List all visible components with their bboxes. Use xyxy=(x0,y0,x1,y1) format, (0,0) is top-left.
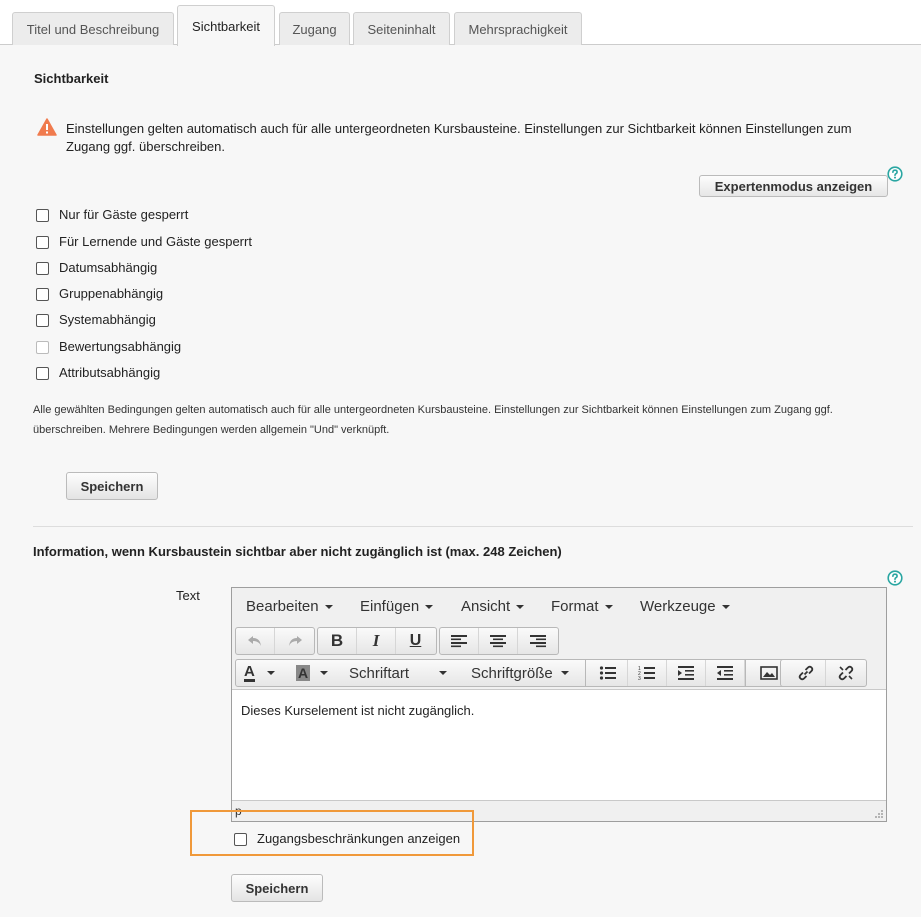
bold-icon[interactable]: B xyxy=(318,628,357,654)
info-save-button[interactable]: Speichern xyxy=(231,874,323,902)
condition-checkbox-group[interactable] xyxy=(36,288,49,301)
menu-format[interactable]: Format xyxy=(551,598,613,615)
warning-message xyxy=(66,120,896,156)
condition-label-attribute: Attributsabhängig xyxy=(59,365,161,380)
background-color-icon: A xyxy=(298,665,309,681)
condition-checkbox-attribute[interactable] xyxy=(36,367,49,380)
help-icon[interactable] xyxy=(887,570,903,586)
tab-title-description[interactable]: Titel und Beschreibung xyxy=(12,12,174,45)
menu-tools[interactable]: Werkzeuge xyxy=(640,598,730,615)
condition-label-assessment: Bewertungsabhängig xyxy=(59,339,182,354)
conditions-note-line-2: überschreiben. Mehrere Bedingungen werden allgemein "Und" verknüpft. xyxy=(33,424,390,436)
tab-page-content[interactable]: Seiteninhalt xyxy=(353,12,450,45)
link-icon[interactable] xyxy=(787,660,826,686)
editor-toolbar-row-2 xyxy=(232,657,886,689)
text-color-button[interactable] xyxy=(244,660,288,686)
tab-multilingual[interactable]: Mehrsprachigkeit xyxy=(454,12,582,45)
align-center-icon[interactable] xyxy=(479,628,518,654)
text-color-icon: A xyxy=(244,662,255,680)
visibility-save-button[interactable]: Speichern xyxy=(66,472,158,500)
editor-menubar xyxy=(232,588,886,625)
outdent-icon[interactable] xyxy=(706,660,745,686)
chevron-down-icon xyxy=(320,671,328,675)
element-path: p xyxy=(235,804,242,818)
link-group xyxy=(780,659,867,687)
unlink-icon[interactable] xyxy=(826,660,865,686)
svg-text:1: 1 xyxy=(638,666,641,672)
warning-line-2: Zugang ggf. überschreiben. xyxy=(66,139,225,154)
background-color-button[interactable] xyxy=(296,660,340,686)
font-size-select[interactable]: Schriftgröße xyxy=(471,660,581,686)
condition-label-learners-guests-blocked: Für Lernende und Gäste gesperrt xyxy=(59,234,252,249)
condition-label-guests-blocked: Nur für Gäste gesperrt xyxy=(59,207,189,222)
conditions-note xyxy=(33,400,903,440)
help-icon[interactable] xyxy=(887,166,903,182)
section-divider xyxy=(33,526,913,527)
chevron-down-icon xyxy=(561,671,569,675)
bullet-list-icon[interactable] xyxy=(589,660,628,686)
conditions-note-line-1: Alle gewählten Bedingungen gelten automatisch auch für alle untergeordneten Kursbausteine. Einstellungen zur Sichtbarkeit können Einstellungen zum Zugang ggf. xyxy=(33,404,833,416)
info-section-title: Information, wenn Kursbaustein sichtbar aber nicht zugänglich ist (max. 248 Zeichen) xyxy=(33,544,562,559)
menu-edit[interactable]: Bearbeiten xyxy=(246,598,333,615)
numbered-list-icon[interactable] xyxy=(628,660,667,686)
warning-icon xyxy=(37,118,57,136)
text-style-group xyxy=(317,627,437,655)
align-right-icon[interactable] xyxy=(518,628,557,654)
condition-checkbox-system[interactable] xyxy=(36,314,49,327)
tab-bar xyxy=(0,0,921,45)
menu-insert[interactable]: Einfügen xyxy=(360,598,433,615)
history-group xyxy=(235,627,315,655)
underline-icon[interactable]: U xyxy=(409,632,422,649)
font-group xyxy=(235,659,815,687)
condition-checkbox-assessment xyxy=(36,341,49,354)
redo-icon[interactable] xyxy=(275,628,314,654)
show-restrictions-label: Zugangsbeschränkungen anzeigen xyxy=(257,831,461,846)
font-family-select[interactable]: Schriftart xyxy=(349,660,457,686)
italic-icon[interactable]: I xyxy=(357,628,396,654)
menu-view[interactable]: Ansicht xyxy=(461,598,524,615)
condition-label-system: Systemabhängig xyxy=(59,312,156,327)
chevron-down-icon xyxy=(267,671,275,675)
rich-text-editor xyxy=(231,587,887,822)
editor-content-area[interactable] xyxy=(232,689,886,801)
svg-text:2: 2 xyxy=(638,671,641,677)
visibility-section-title: Sichtbarkeit xyxy=(34,71,109,86)
chevron-down-icon xyxy=(516,605,524,609)
tab-visibility[interactable]: Sichtbarkeit xyxy=(177,5,275,46)
condition-label-group: Gruppenabhängig xyxy=(59,286,164,301)
chevron-down-icon xyxy=(722,605,730,609)
chevron-down-icon xyxy=(605,605,613,609)
chevron-down-icon xyxy=(425,605,433,609)
svg-text:3: 3 xyxy=(638,676,641,681)
editor-text: Dieses Kurselement ist nicht zugänglich. xyxy=(241,703,475,718)
indent-icon[interactable] xyxy=(667,660,706,686)
resize-handle-icon[interactable] xyxy=(874,809,884,819)
chevron-down-icon xyxy=(325,605,333,609)
expert-mode-button[interactable]: Expertenmodus anzeigen xyxy=(699,175,888,197)
alignment-group xyxy=(439,627,559,655)
tab-access[interactable]: Zugang xyxy=(279,12,350,45)
chevron-down-icon xyxy=(439,671,447,675)
condition-checkbox-learners-guests-blocked[interactable] xyxy=(36,236,49,249)
warning-line-1: Einstellungen gelten automatisch auch für alle untergeordneten Kursbausteine. Einstellungen zur Sichtbarkeit können Einstellungen zum xyxy=(66,121,852,136)
condition-checkbox-date[interactable] xyxy=(36,262,49,275)
editor-toolbar-row-1 xyxy=(232,625,886,657)
undo-icon[interactable] xyxy=(236,628,275,654)
condition-checkbox-guests-blocked[interactable] xyxy=(36,209,49,222)
condition-label-date: Datumsabhängig xyxy=(59,260,158,275)
align-left-icon[interactable] xyxy=(440,628,479,654)
text-field-label: Text xyxy=(176,588,200,603)
show-restrictions-checkbox[interactable] xyxy=(234,833,247,846)
